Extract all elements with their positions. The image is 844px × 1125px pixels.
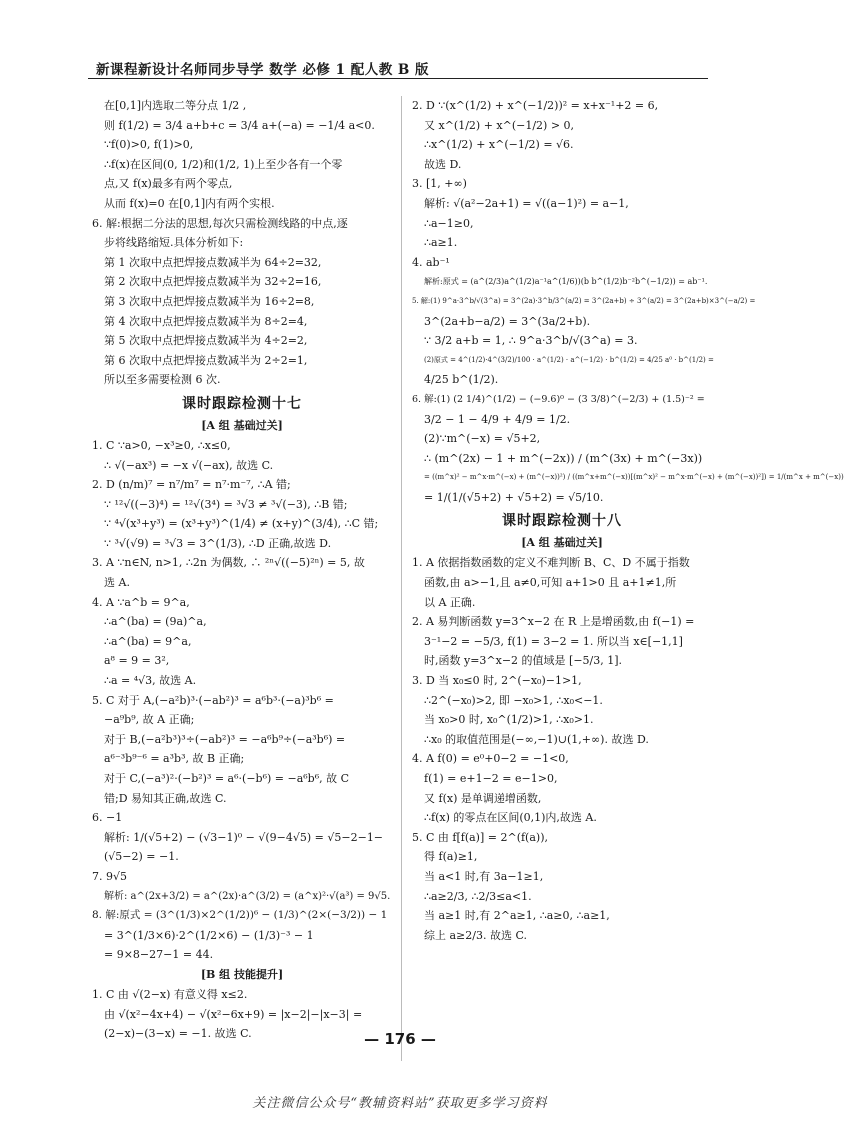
text-line: 第 1 次取中点把焊接点数减半为 64÷2=32, <box>104 255 322 269</box>
text-line: a⁶⁻³b⁹⁻⁶ = a³b³, 故 B 正确; <box>104 752 245 766</box>
text-line: ∴ (m^(2x) − 1 + m^(−2x)) / (m^(3x) + m^(−3x)) <box>424 451 703 465</box>
text-line: 2. A 易判断函数 y=3^x−2 在 R 上是增函数,由 f(−1) = <box>412 615 695 629</box>
text-line: 从而 f(x)=0 在[0,1]内有两个实根. <box>104 196 275 210</box>
text-line: 6. −1 <box>92 811 123 825</box>
text-line: ∴a≥2/3, ∴2/3≤a<1. <box>424 889 532 903</box>
text-line: 函数,由 a>−1,且 a≠0,可知 a+1>0 且 a+1≠1,所 <box>424 576 677 590</box>
text-line: f(1) = e+1−2 = e−1>0, <box>424 772 558 785</box>
text-line: ∵ ³√(√9) = ³√3 = 3^(1/3), ∴D 正确,故选 D. <box>104 536 332 550</box>
text-line: ∵ 3/2 a+b = 1, ∴ 9^a·3^b/√(3^a) = 3. <box>424 334 638 348</box>
text-line: 当 x₀>0 时, x₀^(1/2)>1, ∴x₀>1. <box>424 713 594 727</box>
text-line: 6. 解:(1) (2 1/4)^(1/2) − (−9.6)⁰ − (3 3/8)^(−2/3) + (1.5)⁻² = <box>412 393 705 405</box>
left-column <box>92 96 392 1044</box>
text-line: 4. A ∵a^b = 9^a, <box>92 595 190 609</box>
text-line: 解析: 1/(√5+2) − (√3−1)⁰ − √(9−4√5) = √5−2−1− <box>104 830 384 844</box>
text-line: 解析: a^(2x+3/2) = a^(2x)·a^(3/2) = (a^x)²·√(a³) = 9√5. <box>104 890 391 902</box>
group-label: [A 组 基础过关] <box>521 536 603 550</box>
text-line: ∴2^(−x₀)>2, 即 −x₀>1, ∴x₀<−1. <box>424 693 603 707</box>
text-line: 当 a<1 时,有 3a−1≥1, <box>424 869 544 883</box>
text-line: 步将线路缩短.具体分析如下: <box>104 236 244 250</box>
text-line: 5. C 由 f[f(a)] = 2^(f(a)), <box>412 830 548 844</box>
text-line: 则 f(1/2) = 3/4 a+b+c = 3/4 a+(−a) = −1/4 a<0. <box>104 118 375 132</box>
text-line: 4/25 b^(1/2). <box>424 373 499 387</box>
text-line: a⁸ = 9 = 3², <box>104 654 170 668</box>
text-line: 5. C 对于 A,(−a²b)³·(−ab²)³ = a⁶b³·(−a)³b⁶ = <box>92 693 334 707</box>
page-number: — 176 — <box>364 1030 436 1048</box>
text-line: ∵ ¹²√((−3)⁴) = ¹²√(3⁴) = ³√3 ≠ ³√(−3), ∴B 错; <box>104 497 348 511</box>
text-line: 由 √(x²−4x+4) − √(x²−6x+9) = |x−2|−|x−3| = <box>104 1007 363 1021</box>
text-line: 在[0,1]内选取二等分点 1/2 , <box>104 99 247 112</box>
text-line: 第 2 次取中点把焊接点数减半为 32÷2=16, <box>104 275 322 289</box>
text-line: 错;D 易知其正确,故选 C. <box>104 791 227 805</box>
text-line: 第 6 次取中点把焊接点数减半为 2÷2=1, <box>104 353 308 367</box>
right-column <box>412 96 844 945</box>
text-line: 第 3 次取中点把焊接点数减半为 16÷2=8, <box>104 294 315 308</box>
section-title: 课时跟踪检测十七 <box>182 395 302 412</box>
text-line: 以 A 正确. <box>424 595 476 609</box>
section-title: 课时跟踪检测十八 <box>502 513 622 530</box>
text-line: (2)原式 = 4^(1/2)·4^(3/2)/100 · a^(1/2) · a^(−1/2) · b^(1/2) = 4/25 a⁰ · b^(1/2) = <box>424 355 714 364</box>
text-line: 7. 9√5 <box>92 869 127 883</box>
text-line: 3⁻¹−2 = −5/3, f(1) = 3−2 = 1. 所以当 x∈[−1,1] <box>424 634 683 648</box>
text-line: ∴a−1≥0, <box>424 216 474 230</box>
text-line: 又 f(x) 是单调递增函数, <box>424 791 542 805</box>
text-line: 3. A ∵n∈N, n>1, ∴2n 为偶数, ∴ ²ⁿ√((−5)²ⁿ) = 5, 故 <box>92 556 365 570</box>
text-line: 解析: √(a²−2a+1) = √((a−1)²) = a−1, <box>424 196 629 210</box>
text-line: 2. D ∵(x^(1/2) + x^(−1/2))² = x+x⁻¹+2 = 6, <box>412 99 659 112</box>
text-line: −a⁹b⁹, 故 A 正确; <box>104 713 195 727</box>
text-line: 综上 a≥2/3. 故选 C. <box>424 928 527 942</box>
text-line: ∴a≥1. <box>424 236 458 250</box>
text-line: (2)∵m^(−x) = √5+2, <box>424 432 541 446</box>
text-line: 时,函数 y=3^x−2 的值域是 [−5/3, 1]. <box>424 654 623 668</box>
text-line: = ((m^x)² − m^x·m^(−x) + (m^(−x))²) / ((m^x+m^(−x))[(m^x)² − m^x·m^(−x) + (m^(−x))²]) = 1/(m^x + m^(−x)) <box>424 473 844 482</box>
text-line: ∵ ⁴√(x³+y³) = (x³+y³)^(1/4) ≠ (x+y)^(3/4), ∴C 错; <box>104 517 379 531</box>
text-line: = 1/(1/(√5+2) + √5+2) = √5/10. <box>424 490 604 504</box>
column-divider <box>401 96 402 1061</box>
text-line: 2. D (n/m)⁷ = n⁷/m⁷ = n⁷·m⁻⁷, ∴A 错; <box>92 478 291 492</box>
text-line: 1. C 由 √(2−x) 有意义得 x≤2. <box>92 987 248 1001</box>
text-line: 第 4 次取中点把焊接点数减半为 8÷2=4, <box>104 314 308 328</box>
text-line: ∴a^(ba) = 9^a, <box>104 634 192 648</box>
text-line: 又 x^(1/2) + x^(−1/2) > 0, <box>424 118 575 132</box>
text-line: 对于 B,(−a²b³)³÷(−ab²)³ = −a⁶b⁹÷(−a³b⁶) = <box>104 732 346 746</box>
text-line: 5. 解:(1) 9^a·3^b/√(3^a) = 3^(2a)·3^b/3^(a/2) = 3^(2a+b) ÷ 3^(a/2) = 3^(2a+b)×3^(−a/2) = <box>412 296 756 305</box>
text-line: ∴a = ⁴√3, 故选 A. <box>104 674 197 688</box>
text-line: ∴x₀ 的取值范围是(−∞,−1)∪(1,+∞). 故选 D. <box>424 732 649 746</box>
text-line: ∴f(x) 的零点在区间(0,1)内,故选 A. <box>424 811 597 825</box>
running-header: 新课程新设计名师同步导学 数学 必修 1 配人教 B 版 <box>96 62 430 78</box>
text-line: 第 5 次取中点把焊接点数减半为 4÷2=2, <box>104 334 308 348</box>
text-line: 3^(2a+b−a/2) = 3^(3a/2+b). <box>424 314 591 328</box>
header-rule <box>88 78 708 79</box>
text-line: (√5−2) = −1. <box>104 850 179 864</box>
text-line: 3. [1, +∞) <box>412 177 467 191</box>
text-line: = 3^(1/3×6)·2^(1/2×6) − (1/3)⁻³ − 1 <box>104 928 314 942</box>
text-line: ∵f(0)>0, f(1)>0, <box>104 138 194 152</box>
text-line: ∴a^(ba) = (9a)^a, <box>104 615 207 629</box>
text-line: 6. 解:根据二分法的思想,每次只需检测线路的中点,逐 <box>92 216 348 230</box>
text-line: 1. C ∵a>0, −x³≥0, ∴x≤0, <box>92 438 231 452</box>
text-line: 3. D 当 x₀≤0 时, 2^(−x₀)−1>1, <box>412 674 582 688</box>
text-line: 点,又 f(x)最多有两个零点, <box>104 177 233 191</box>
text-line: 解析:原式 = (a^(2/3)a^(1/2)a⁻¹a^(1/6))(b b^(1/2)b⁻²b^(−1/2)) = ab⁻¹. <box>424 277 708 287</box>
text-line: 当 a≥1 时,有 2^a≥1, ∴a≥0, ∴a≥1, <box>424 909 610 923</box>
text-line: 所以至多需要检测 6 次. <box>104 373 221 387</box>
text-line: 4. ab⁻¹ <box>412 255 450 269</box>
text-line: = 9×8−27−1 = 44. <box>104 948 214 962</box>
text-line: ∴ √(−ax³) = −x √(−ax), 故选 C. <box>104 458 274 472</box>
text-line: 选 A. <box>104 576 130 590</box>
text-line: 8. 解:原式 = (3^(1/3)×2^(1/2))⁶ − (1/3)^(2×(−3/2)) − 1 <box>92 909 388 922</box>
footer-note: 关注微信公众号“教辅资料站”获取更多学习资料 <box>252 1096 548 1111</box>
group-label: [A 组 基础过关] <box>201 418 283 432</box>
text-line: 1. A 依据指数函数的定义不难判断 B、C、D 不属于指数 <box>412 556 690 570</box>
text-line: 4. A f(0) = e⁰+0−2 = −1<0, <box>412 752 569 766</box>
group-label: [B 组 技能提升] <box>200 967 284 981</box>
text-line: 对于 C,(−a³)²·(−b²)³ = a⁶·(−b⁶) = −a⁶b⁶, 故 C <box>104 772 350 785</box>
text-line: (2−x)−(3−x) = −1. 故选 C. <box>104 1027 252 1041</box>
text-line: 故选 D. <box>424 157 462 171</box>
text-line: ∴f(x)在区间(0, 1/2)和(1/2, 1)上至少各有一个零 <box>104 157 343 171</box>
text-line: 得 f(a)≥1, <box>424 850 478 864</box>
text-line: ∴x^(1/2) + x^(−1/2) = √6. <box>424 138 574 152</box>
text-line: 3/2 − 1 − 4/9 + 4/9 = 1/2. <box>424 412 571 426</box>
